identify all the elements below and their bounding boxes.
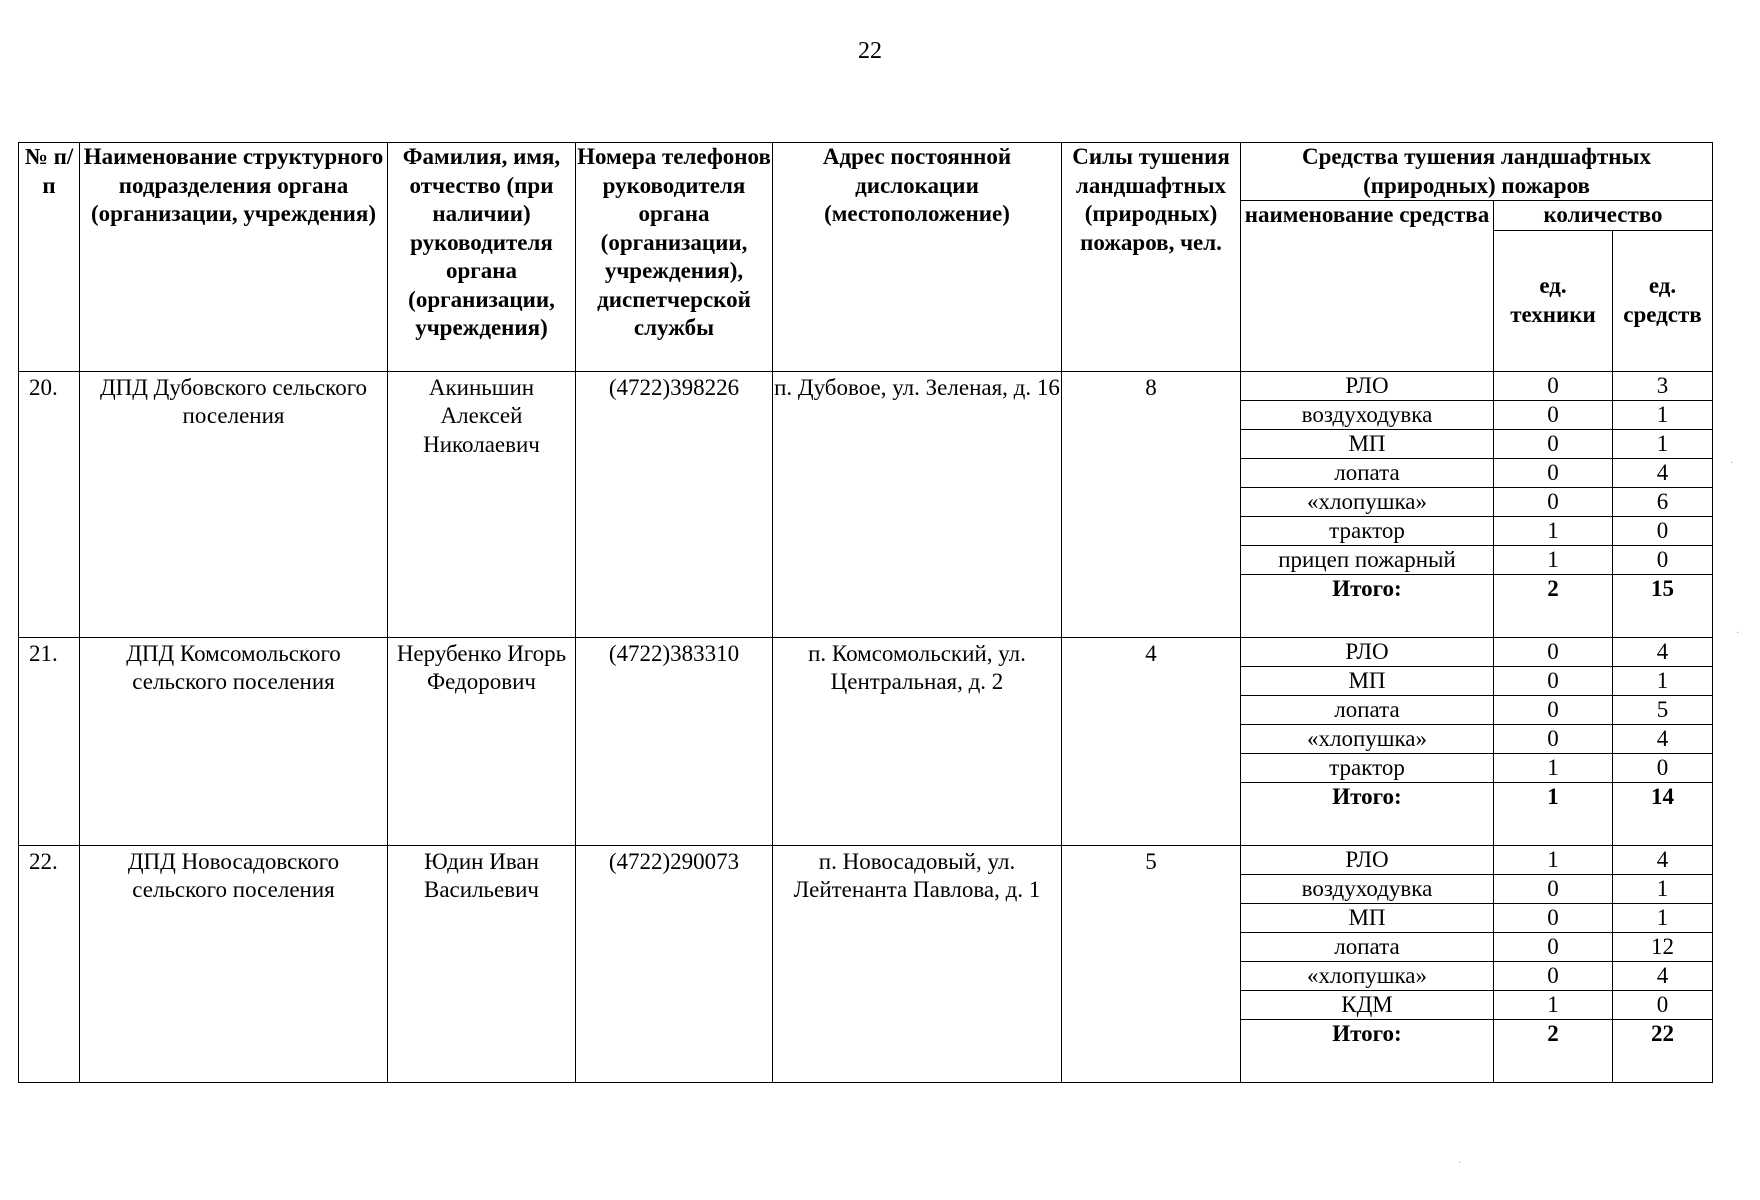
means-name: «хлопушка» <box>1241 487 1494 516</box>
tech-count: 1 <box>1494 753 1613 782</box>
tech-count: 1 <box>1494 845 1613 874</box>
tech-count: 0 <box>1494 932 1613 961</box>
page-number: 22 <box>858 38 882 64</box>
means-count: 1 <box>1613 903 1713 932</box>
table-row <box>19 371 1713 400</box>
means-count: 4 <box>1613 724 1713 753</box>
phone-number: (4722)398226 <box>576 371 773 637</box>
means-name: воздуходувка <box>1241 400 1494 429</box>
means-name: лопата <box>1241 458 1494 487</box>
means-count: 0 <box>1613 990 1713 1019</box>
means-name: лопата <box>1241 695 1494 724</box>
means-count: 1 <box>1613 666 1713 695</box>
total-label: Итого: <box>1241 574 1494 637</box>
address: п. Дубовое, ул. Зеленая, д. 16 <box>773 371 1062 637</box>
means-name: трактор <box>1241 516 1494 545</box>
total-tech: 1 <box>1494 782 1613 845</box>
tech-count: 0 <box>1494 695 1613 724</box>
means-count: 4 <box>1613 637 1713 666</box>
means-name: прицеп пожарный <box>1241 545 1494 574</box>
total-means: 22 <box>1613 1019 1713 1082</box>
unit-name: ДПД Дубовского сельского поселения <box>80 371 388 637</box>
unit-name: ДПД Комсомольского сельского поселения <box>80 637 388 845</box>
means-name: КДМ <box>1241 990 1494 1019</box>
means-count: 1 <box>1613 400 1713 429</box>
tech-count: 1 <box>1494 545 1613 574</box>
means-count: 4 <box>1613 961 1713 990</box>
tech-count: 0 <box>1494 637 1613 666</box>
header-head: Фамилия, имя, отчество (при наличии) руководителя органа (организации, учреждения) <box>388 143 576 372</box>
table-body <box>19 371 1713 1082</box>
total-means: 14 <box>1613 782 1713 845</box>
row-number: 21. <box>19 637 80 845</box>
means-name: РЛО <box>1241 845 1494 874</box>
means-name: «хлопушка» <box>1241 961 1494 990</box>
address: п. Новосадовый, ул. Лейтенанта Павлова, д. 1 <box>773 845 1062 1082</box>
total-tech: 2 <box>1494 574 1613 637</box>
means-count: 0 <box>1613 516 1713 545</box>
head-name: Юдин Иван Васильевич <box>388 845 576 1082</box>
means-count: 5 <box>1613 695 1713 724</box>
address: п. Комсомольский, ул. Центральная, д. 2 <box>773 637 1062 845</box>
forces-count: 4 <box>1062 637 1241 845</box>
header-address: Адрес постоянной дислокации (местоположение) <box>773 143 1062 372</box>
means-count: 1 <box>1613 429 1713 458</box>
means-count: 6 <box>1613 487 1713 516</box>
means-name: трактор <box>1241 753 1494 782</box>
header-name: Наименование структурного подразделения органа (организации, учреждения) <box>80 143 388 372</box>
tech-count: 0 <box>1494 429 1613 458</box>
means-count: 4 <box>1613 458 1713 487</box>
means-name: РЛО <box>1241 371 1494 400</box>
header-means-name: наименование средства <box>1241 201 1494 372</box>
header-phones: Номера телефонов руководителя органа (организации, учреждения), диспетчерской службы <box>576 143 773 372</box>
tech-count: 1 <box>1494 990 1613 1019</box>
means-name: воздуходувка <box>1241 874 1494 903</box>
header-units-means: ед. средств <box>1613 230 1713 371</box>
means-name: лопата <box>1241 932 1494 961</box>
means-count: 3 <box>1613 371 1713 400</box>
tech-count: 0 <box>1494 666 1613 695</box>
phone-number: (4722)383310 <box>576 637 773 845</box>
header-units-tech: ед. техники <box>1494 230 1613 371</box>
total-label: Итого: <box>1241 1019 1494 1082</box>
header-forces: Силы тушения ландшафтных (природных) пожаров, чел. <box>1062 143 1241 372</box>
means-count: 0 <box>1613 545 1713 574</box>
means-name: РЛО <box>1241 637 1494 666</box>
unit-name: ДПД Новосадовского сельского поселения <box>80 845 388 1082</box>
means-name: МП <box>1241 429 1494 458</box>
means-name: МП <box>1241 666 1494 695</box>
means-count: 1 <box>1613 874 1713 903</box>
means-name: «хлопушка» <box>1241 724 1494 753</box>
means-count: 12 <box>1613 932 1713 961</box>
fire-units-table <box>18 142 1713 1083</box>
forces-count: 5 <box>1062 845 1241 1082</box>
tech-count: 0 <box>1494 458 1613 487</box>
means-count: 4 <box>1613 845 1713 874</box>
tech-count: 0 <box>1494 487 1613 516</box>
header-quantity: количество <box>1494 201 1713 231</box>
table-row <box>19 637 1713 666</box>
tech-count: 0 <box>1494 371 1613 400</box>
tech-count: 0 <box>1494 724 1613 753</box>
table-row <box>19 845 1713 874</box>
head-name: Нерубенко Игорь Федорович <box>388 637 576 845</box>
scan-speck: · <box>1458 1158 1462 1169</box>
tech-count: 0 <box>1494 961 1613 990</box>
row-number: 22. <box>19 845 80 1082</box>
head-name: Акиньшин Алексей Николаевич <box>388 371 576 637</box>
row-number: 20. <box>19 371 80 637</box>
tech-count: 0 <box>1494 874 1613 903</box>
scan-speck: · <box>1730 458 1734 469</box>
means-name: МП <box>1241 903 1494 932</box>
scan-speck: · <box>1736 628 1740 639</box>
total-tech: 2 <box>1494 1019 1613 1082</box>
table-header <box>19 143 1713 372</box>
total-label: Итого: <box>1241 782 1494 845</box>
header-num: № п/п <box>19 143 80 372</box>
total-means: 15 <box>1613 574 1713 637</box>
tech-count: 0 <box>1494 400 1613 429</box>
means-count: 0 <box>1613 753 1713 782</box>
tech-count: 1 <box>1494 516 1613 545</box>
forces-count: 8 <box>1062 371 1241 637</box>
header-means: Средства тушения ландшафтных (природных) пожаров <box>1241 143 1713 201</box>
phone-number: (4722)290073 <box>576 845 773 1082</box>
tech-count: 0 <box>1494 903 1613 932</box>
